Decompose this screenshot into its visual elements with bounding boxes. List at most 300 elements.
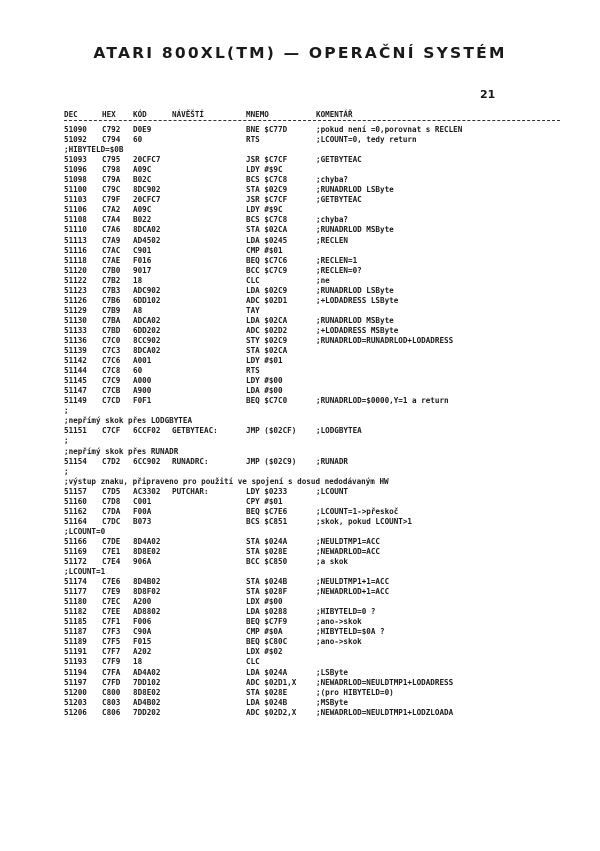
code-row xyxy=(64,276,564,286)
comment: ;NEWADRLOD=NEULDTMP1+LODADRESS xyxy=(316,677,454,687)
address-hex: C7FA xyxy=(102,667,121,677)
header-hex: HEX xyxy=(102,110,116,119)
machine-code: 8D4B02 xyxy=(133,577,161,587)
address-dec: 51113 xyxy=(64,235,87,245)
mnemonic: BEQ $C7C0 xyxy=(246,396,288,406)
mnemonic: STA $028E xyxy=(246,546,288,556)
code-row xyxy=(64,185,564,195)
machine-code: 6CC902 xyxy=(133,456,161,466)
comment-text: ;výstup znaku, připraveno pro použití ve spojení s dosud nedodávaným HW xyxy=(64,476,389,486)
code-row xyxy=(64,577,564,587)
machine-code: 6DD102 xyxy=(133,295,161,305)
machine-code: AD4B02 xyxy=(133,697,161,707)
address-hex: C7FD xyxy=(102,677,121,687)
mnemonic: RTS xyxy=(246,366,260,376)
machine-code: AD8802 xyxy=(133,607,161,617)
machine-code: A09C xyxy=(133,165,152,175)
address-hex: C79F xyxy=(102,195,121,205)
comment: ;ano->skok xyxy=(316,637,362,647)
comment: ;pokud není =0,porovnat s RECLEN xyxy=(316,125,463,134)
address-hex: C7F3 xyxy=(102,627,121,637)
machine-code: 8D8F02 xyxy=(133,587,161,597)
address-hex: C7B9 xyxy=(102,305,121,315)
address-dec: 51133 xyxy=(64,325,87,335)
address-dec: 51180 xyxy=(64,597,87,607)
mnemonic: LDX #$02 xyxy=(246,647,283,657)
mnemonic: ADC $02D2 xyxy=(246,325,288,335)
code-row xyxy=(64,306,564,316)
code-row xyxy=(64,386,564,396)
machine-code: 18 xyxy=(133,657,143,667)
address-hex: C7DE xyxy=(102,536,121,546)
address-dec: 51116 xyxy=(64,245,87,255)
mnemonic: LDX #$00 xyxy=(246,597,283,607)
machine-code: A200 xyxy=(133,597,152,607)
mnemonic: RTS xyxy=(246,135,260,145)
address-dec: 51126 xyxy=(64,295,87,305)
address-hex: C792 xyxy=(102,125,121,134)
address-hex: C800 xyxy=(102,687,121,697)
address-dec: 51098 xyxy=(64,175,87,185)
mnemonic: STY $02C9 xyxy=(246,335,288,345)
mnemonic: STA $02C9 xyxy=(246,185,288,195)
label: PUTCHAR: xyxy=(172,486,209,496)
mnemonic: LDY #$00 xyxy=(246,376,283,386)
address-dec: 51123 xyxy=(64,285,87,295)
code-row xyxy=(64,286,564,296)
code-row xyxy=(64,497,564,507)
mnemonic: LDY $0233 xyxy=(246,486,288,496)
mnemonic: LDA $0288 xyxy=(246,607,288,617)
machine-code: F006 xyxy=(133,617,152,627)
address-dec: 51144 xyxy=(64,366,87,376)
mnemonic: LDA $024A xyxy=(246,667,288,677)
address-hex: C798 xyxy=(102,165,121,175)
comment: ;skok, pokud LCOUNT>1 xyxy=(316,516,413,526)
address-dec: 51149 xyxy=(64,396,87,406)
address-dec: 51110 xyxy=(64,225,87,235)
comment: ;HIBYTELD=0 ? xyxy=(316,607,376,617)
address-hex: C7E4 xyxy=(102,557,121,567)
code-row xyxy=(64,587,564,597)
comment: ;LCOUNT=0, tedy return xyxy=(316,135,417,145)
comment: ;NEULDTMP1+1=ACC xyxy=(316,577,390,587)
mnemonic: BCC $C850 xyxy=(246,557,288,567)
machine-code: D0E9 xyxy=(133,125,152,134)
code-row xyxy=(64,195,564,205)
mnemonic: JMP ($02C9) xyxy=(246,456,297,466)
machine-code: AC3302 xyxy=(133,486,161,496)
comment-line xyxy=(64,567,564,577)
code-row xyxy=(64,205,564,215)
machine-code: 906A xyxy=(133,557,152,567)
address-hex: C7DC xyxy=(102,516,121,526)
comment: ;NEWADRLOD=NEULDTMP1+LODZLOADA xyxy=(316,707,454,717)
address-dec: 51092 xyxy=(64,135,87,145)
machine-code: ADCA02 xyxy=(133,315,161,325)
address-dec: 51151 xyxy=(64,426,87,436)
address-dec: 51206 xyxy=(64,707,87,717)
machine-code: A8 xyxy=(133,305,143,315)
machine-code: AD4502 xyxy=(133,235,161,245)
mnemonic: TAY xyxy=(246,305,260,315)
code-row xyxy=(64,627,564,637)
address-hex: C7D2 xyxy=(102,456,121,466)
address-dec: 51203 xyxy=(64,697,87,707)
address-hex: C7F7 xyxy=(102,647,121,657)
address-hex: C7C0 xyxy=(102,335,121,345)
comment: ;NEWADRLOD+1=ACC xyxy=(316,587,390,597)
mnemonic: BEQ $C7E6 xyxy=(246,506,288,516)
mnemonic: STA $024B xyxy=(246,577,288,587)
comment-line xyxy=(64,145,564,155)
address-hex: C7D8 xyxy=(102,496,121,506)
address-hex: C7DA xyxy=(102,506,121,516)
comment-text: ;LCOUNT=0 xyxy=(64,526,106,536)
comment: ;ano->skok xyxy=(316,617,362,627)
address-dec: 51100 xyxy=(64,185,87,195)
mnemonic: LDA $02CA xyxy=(246,315,288,325)
machine-code: ADC902 xyxy=(133,285,161,295)
address-hex: C7EE xyxy=(102,607,121,617)
comment: ;RECLEN=0? xyxy=(316,265,362,275)
address-hex: C7AC xyxy=(102,245,121,255)
address-dec: 51120 xyxy=(64,265,87,275)
address-dec: 51200 xyxy=(64,687,87,697)
code-row xyxy=(64,507,564,517)
comment: ;GETBYTEAC xyxy=(316,195,362,205)
address-hex: C79C xyxy=(102,185,121,195)
code-row xyxy=(64,657,564,667)
machine-code: A202 xyxy=(133,647,152,657)
address-dec: 51106 xyxy=(64,205,87,215)
mnemonic: BEQ $C7C6 xyxy=(246,255,288,265)
address-hex: C7A4 xyxy=(102,215,121,225)
machine-code: 20CFC7 xyxy=(133,155,161,165)
address-dec: 51118 xyxy=(64,255,87,265)
address-dec: 51129 xyxy=(64,305,87,315)
machine-code: 7DD202 xyxy=(133,707,161,717)
address-hex: C79A xyxy=(102,175,121,185)
code-row xyxy=(64,547,564,557)
machine-code: 8DCA02 xyxy=(133,225,161,235)
code-row xyxy=(64,155,564,165)
code-row xyxy=(64,215,564,225)
address-hex: C7A2 xyxy=(102,205,121,215)
address-dec: 51177 xyxy=(64,587,87,597)
comment: ;RUNADR xyxy=(316,456,349,466)
address-dec: 51130 xyxy=(64,315,87,325)
comment: ;NEULDTMP1=ACC xyxy=(316,536,381,546)
code-row xyxy=(64,688,564,698)
comment: ;RUNADRLOD MSByte xyxy=(316,315,394,325)
comment-line xyxy=(64,467,564,477)
comment-text: ;LCOUNT=1 xyxy=(64,567,106,577)
address-hex: C7F1 xyxy=(102,617,121,627)
mnemonic: ADC $02D1 xyxy=(246,295,288,305)
address-dec: 51136 xyxy=(64,335,87,345)
machine-code: B073 xyxy=(133,516,152,526)
address-dec: 51174 xyxy=(64,577,87,587)
code-row xyxy=(64,125,564,135)
machine-code: 6CCF02 xyxy=(133,426,161,436)
machine-code: 8D8E02 xyxy=(133,687,161,697)
address-dec: 51194 xyxy=(64,667,87,677)
code-row xyxy=(64,487,564,497)
code-row xyxy=(64,457,564,467)
comment: ;a skok xyxy=(316,557,349,567)
mnemonic: STA $02CA xyxy=(246,346,288,356)
code-row xyxy=(64,356,564,366)
mnemonic: STA $028E xyxy=(246,687,288,697)
address-dec: 51162 xyxy=(64,506,87,516)
code-row xyxy=(64,266,564,276)
code-row xyxy=(64,175,564,185)
machine-code: A09C xyxy=(133,205,152,215)
address-dec: 51154 xyxy=(64,456,87,466)
header-dec: DEC xyxy=(64,110,78,119)
address-hex: C794 xyxy=(102,135,121,145)
code-row xyxy=(64,366,564,376)
code-row xyxy=(64,225,564,235)
comment-text: ; xyxy=(64,406,69,416)
address-dec: 51193 xyxy=(64,657,87,667)
machine-code: C901 xyxy=(133,245,152,255)
address-hex: C7F5 xyxy=(102,637,121,647)
header-comment: KOMENTÁŘ xyxy=(316,110,353,119)
mnemonic: CPY #$01 xyxy=(246,496,283,506)
address-hex: C7B0 xyxy=(102,265,121,275)
address-hex: C7C8 xyxy=(102,366,121,376)
comment: ;RUNADRLOD LSByte xyxy=(316,285,394,295)
address-hex: C7C3 xyxy=(102,346,121,356)
header-mnemo: MNEMO xyxy=(246,110,269,119)
address-dec: 51172 xyxy=(64,557,87,567)
comment: ;+LODADRESS MSByte xyxy=(316,325,399,335)
mnemonic: LDY #$9C xyxy=(246,165,283,175)
comment-line xyxy=(64,477,564,487)
mnemonic: BCC $C7C9 xyxy=(246,265,288,275)
code-row xyxy=(64,246,564,256)
address-hex: C7B3 xyxy=(102,285,121,295)
comment: ;LSByte xyxy=(316,667,349,677)
address-dec: 51093 xyxy=(64,155,87,165)
comment: ;+LODADRESS LSByte xyxy=(316,295,399,305)
mnemonic: LDA $0245 xyxy=(246,235,288,245)
address-hex: C7CD xyxy=(102,396,121,406)
code-listing xyxy=(64,125,564,845)
page-number: 21 xyxy=(480,88,496,101)
comment-line xyxy=(64,416,564,426)
address-dec: 51187 xyxy=(64,627,87,637)
address-dec: 51166 xyxy=(64,536,87,546)
machine-code: 8D8E02 xyxy=(133,546,161,556)
code-row xyxy=(64,135,564,145)
header-kod: KÓD xyxy=(133,110,147,119)
comment: ;GETBYTEAC xyxy=(316,155,362,165)
code-row xyxy=(64,678,564,688)
comment: ;chyba? xyxy=(316,175,349,185)
comment: ;RUNADRLOD=$0000,Y=1 a return xyxy=(316,396,449,406)
mnemonic: ADC $02D1,X xyxy=(246,677,297,687)
machine-code: 8D4A02 xyxy=(133,536,161,546)
machine-code: 60 xyxy=(133,135,143,145)
comment: ;MSByte xyxy=(316,697,349,707)
label: GETBYTEAC: xyxy=(172,426,218,436)
code-row xyxy=(64,647,564,657)
mnemonic: CLC xyxy=(246,275,260,285)
comment-text: ; xyxy=(64,436,69,446)
address-dec: 51147 xyxy=(64,386,87,396)
machine-code: 8CC902 xyxy=(133,335,161,345)
address-hex: C7D5 xyxy=(102,486,121,496)
address-hex: C7AE xyxy=(102,255,121,265)
address-dec: 51191 xyxy=(64,647,87,657)
address-hex: C7B2 xyxy=(102,275,121,285)
address-hex: C7A9 xyxy=(102,235,121,245)
mnemonic: STA $02CA xyxy=(246,225,288,235)
machine-code: A001 xyxy=(133,356,152,366)
machine-code: B02C xyxy=(133,175,152,185)
code-row xyxy=(64,376,564,386)
address-hex: C7C9 xyxy=(102,376,121,386)
machine-code: C001 xyxy=(133,496,152,506)
machine-code: 18 xyxy=(133,275,143,285)
comment: ;RECLEN xyxy=(316,235,349,245)
mnemonic: CMP #$0A xyxy=(246,627,283,637)
address-hex: C7E1 xyxy=(102,546,121,556)
address-hex: C7E6 xyxy=(102,577,121,587)
mnemonic: LDY #$9C xyxy=(246,205,283,215)
comment: ;HIBYTELD=$0A ? xyxy=(316,627,385,637)
header-label: NÁVĚŠTÍ xyxy=(172,110,205,119)
mnemonic: JMP ($02CF) xyxy=(246,426,297,436)
comment: ;RUNADRLOD LSByte xyxy=(316,185,394,195)
machine-code: 9017 xyxy=(133,265,152,275)
mnemonic: LDA #$00 xyxy=(246,386,283,396)
code-row xyxy=(64,256,564,266)
comment-line xyxy=(64,527,564,537)
code-row xyxy=(64,426,564,436)
machine-code: C90A xyxy=(133,627,152,637)
code-row xyxy=(64,165,564,175)
address-dec: 51185 xyxy=(64,617,87,627)
code-row xyxy=(64,637,564,647)
machine-code: A000 xyxy=(133,376,152,386)
code-row xyxy=(64,517,564,527)
comment: ;NEWADRLOD=ACC xyxy=(316,546,381,556)
machine-code: 8DC902 xyxy=(133,185,161,195)
address-dec: 51122 xyxy=(64,275,87,285)
address-dec: 51197 xyxy=(64,677,87,687)
comment: ;ne xyxy=(316,275,330,285)
address-hex: C7BA xyxy=(102,315,121,325)
code-row xyxy=(64,557,564,567)
code-row xyxy=(64,668,564,678)
code-row xyxy=(64,326,564,336)
address-hex: C7CF xyxy=(102,426,121,436)
comment-line xyxy=(64,447,564,457)
address-hex: C795 xyxy=(102,155,121,165)
code-row xyxy=(64,617,564,627)
address-hex: C7BD xyxy=(102,325,121,335)
code-row xyxy=(64,236,564,246)
comment: ;LCOUNT=1->přeskoč xyxy=(316,506,399,516)
mnemonic: LDA $02C9 xyxy=(246,285,288,295)
address-dec: 51108 xyxy=(64,215,87,225)
machine-code: 20CFC7 xyxy=(133,195,161,205)
machine-code: F016 xyxy=(133,255,152,265)
address-dec: 51103 xyxy=(64,195,87,205)
comment-text: ;nepřímý skok přes RUNADR xyxy=(64,446,179,456)
address-dec: 51157 xyxy=(64,486,87,496)
code-row xyxy=(64,698,564,708)
address-hex: C806 xyxy=(102,707,121,717)
address-hex: C7CB xyxy=(102,386,121,396)
comment: ;chyba? xyxy=(316,215,349,225)
address-dec: 51182 xyxy=(64,607,87,617)
comment-line xyxy=(64,436,564,446)
address-hex: C7E9 xyxy=(102,587,121,597)
address-hex: C7F9 xyxy=(102,657,121,667)
mnemonic: STA $024A xyxy=(246,536,288,546)
address-hex: C7C6 xyxy=(102,356,121,366)
address-dec: 51142 xyxy=(64,356,87,366)
mnemonic: BCS $C851 xyxy=(246,516,288,526)
mnemonic: BEQ $C80C xyxy=(246,637,288,647)
code-row xyxy=(64,346,564,356)
machine-code: A900 xyxy=(133,386,152,396)
comment-line xyxy=(64,406,564,416)
machine-code: F00A xyxy=(133,506,152,516)
comment-text: ;HIBYTELD=$0B xyxy=(64,145,124,155)
label: RUNADRC: xyxy=(172,456,209,466)
mnemonic: JSR $C7CF xyxy=(246,155,288,165)
address-dec: 51090 xyxy=(64,125,87,134)
code-row xyxy=(64,336,564,346)
comment: ;LCOUNT xyxy=(316,486,349,496)
page-title: ATARI 800XL(TM) — OPERAČNÍ SYSTÉM xyxy=(93,44,507,62)
comment: ;(pro HIBYTELD=0) xyxy=(316,687,394,697)
machine-code: 60 xyxy=(133,366,143,376)
mnemonic: LDA $024B xyxy=(246,697,288,707)
code-row xyxy=(64,396,564,406)
address-hex: C7A6 xyxy=(102,225,121,235)
code-row xyxy=(64,296,564,306)
mnemonic: BNE $C77D xyxy=(246,125,288,134)
comment: ;RUNADRLOD MSByte xyxy=(316,225,394,235)
machine-code: F0F1 xyxy=(133,396,152,406)
code-row xyxy=(64,316,564,326)
comment: ;RUNADRLOD=RUNADRLOD+LODADRESS xyxy=(316,335,454,345)
mnemonic: CLC xyxy=(246,657,260,667)
comment: ;LODGBYTEA xyxy=(316,426,362,436)
machine-code: 6DD202 xyxy=(133,325,161,335)
address-hex: C7B6 xyxy=(102,295,121,305)
code-row xyxy=(64,607,564,617)
mnemonic: BCS $C7C8 xyxy=(246,175,288,185)
address-hex: C803 xyxy=(102,697,121,707)
address-dec: 51145 xyxy=(64,376,87,386)
address-dec: 51139 xyxy=(64,346,87,356)
code-row xyxy=(64,597,564,607)
comment-text: ;nepřímý skok přes LODGBYTEA xyxy=(64,416,193,426)
address-dec: 51164 xyxy=(64,516,87,526)
machine-code: 7DD102 xyxy=(133,677,161,687)
mnemonic: JSR $C7CF xyxy=(246,195,288,205)
machine-code: 8DCA02 xyxy=(133,346,161,356)
code-row xyxy=(64,708,564,718)
